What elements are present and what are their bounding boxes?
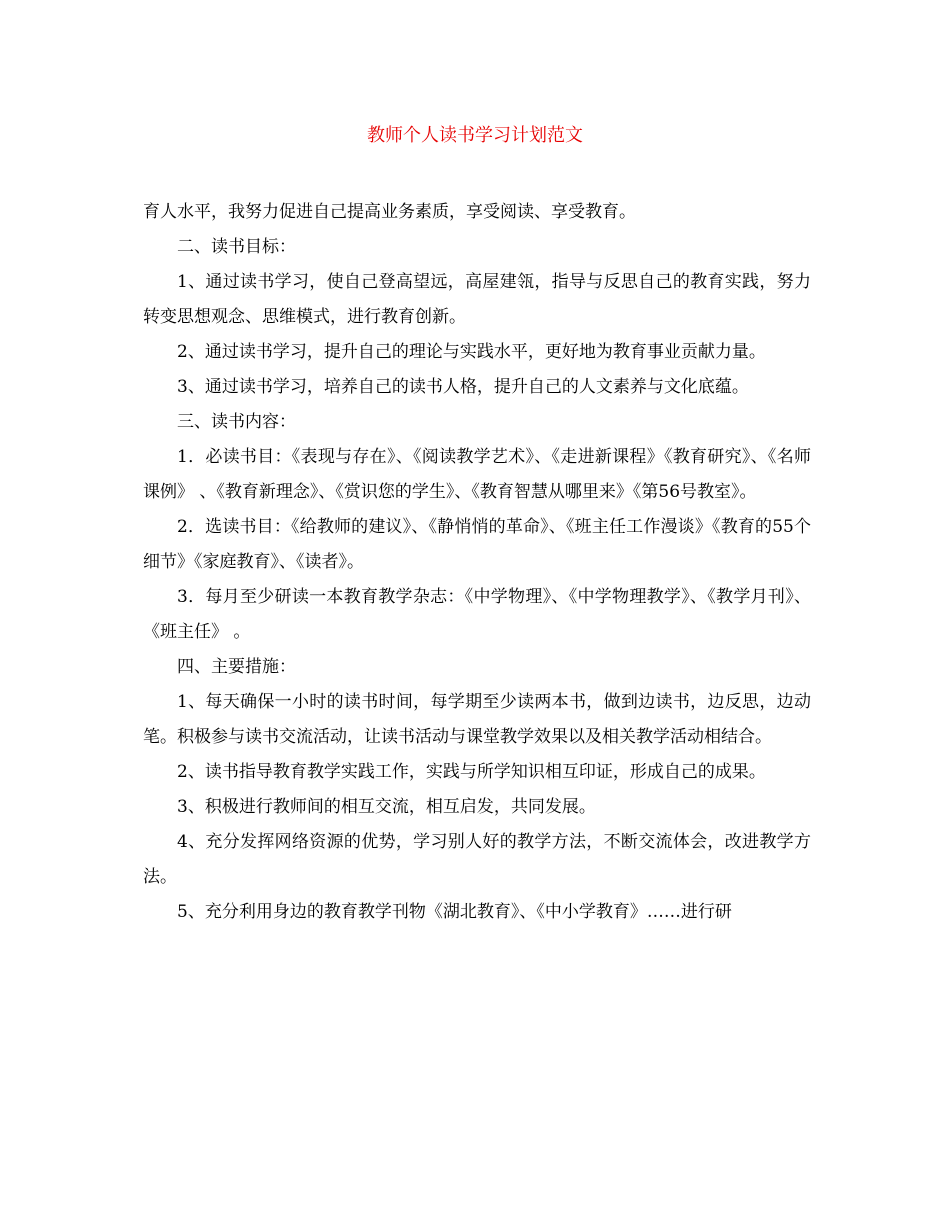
paragraph: 1、每天确保一小时的读书时间，每学期至少读两本书，做到边读书，边反思，边动笔。积极参与读书交流活动，让读书活动与课堂教学效果以及相关教学活动相结合。 [143, 692, 811, 747]
paragraph: 4、充分发挥网络资源的优势，学习别人好的教学方法，不断交流体会，改进教学方法。 [143, 832, 811, 887]
paragraph: 3、通过读书学习，培养自己的读书人格，提升自己的人文素养与文化底蕴。 [177, 377, 749, 397]
section-heading-measures: 四、主要措施： [177, 657, 296, 677]
section-heading-goals: 二、读书目标： [177, 237, 296, 257]
document-title: 教师个人读书学习计划范文 [367, 125, 583, 146]
paragraph: 2．选读书目：《给教师的建议》、《静悄悄的革命》、《班主任工作漫谈》《教育的55个细节》《家庭教育》、《读者》。 [143, 517, 811, 572]
section-heading-content: 三、读书内容： [177, 412, 296, 432]
paragraph: 3、积极进行教师间的相互交流，相互启发，共同发展。 [177, 797, 596, 817]
paragraph: 3．每月至少研读一本教育教学杂志：《中学物理》、《中学物理教学》、《教学月刊》、《班主任》 。 [143, 587, 811, 642]
paragraph: 2、通过读书学习，提升自己的理论与实践水平，更好地为教育事业贡献力量。 [177, 342, 766, 362]
paragraph: 育人水平，我努力促进自己提高业务素质，享受阅读、享受教育。 [143, 202, 636, 222]
paragraph: 5、充分利用身边的教育教学刊物《湖北教育》、《中小学教育》……进行研 [177, 902, 732, 922]
paragraph: 1．必读书目：《表现与存在》、《阅读教学艺术》、《走进新课程》《教育研究》、《名师课例》 、《教育新理念》、《赏识您的学生》、《教育智慧从哪里来》《第56号教室》。 [143, 447, 811, 502]
document-body [143, 195, 811, 930]
paragraph: 1、通过读书学习，使自己登高望远，高屋建瓴，指导与反思自己的教育实践，努力转变思想观念、思维模式，进行教育创新。 [143, 272, 811, 327]
paragraph: 2、读书指导教育教学实践工作，实践与所学知识相互印证，形成自己的成果。 [177, 762, 766, 782]
